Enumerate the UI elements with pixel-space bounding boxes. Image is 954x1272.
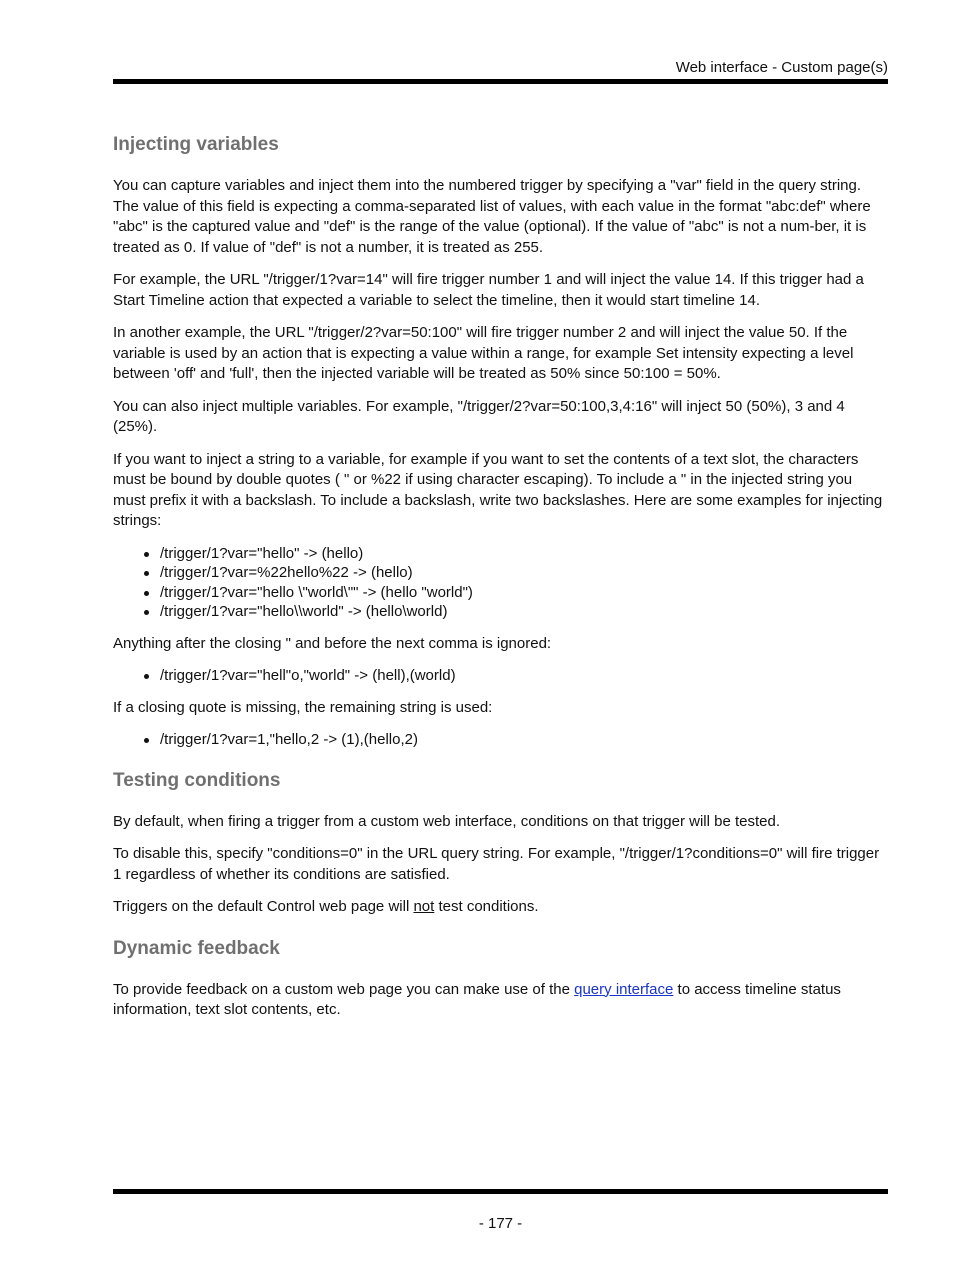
- text-run: to access timeline status information, text slot contents, etc.: [113, 980, 841, 1018]
- paragraph: [113, 980, 888, 1021]
- missing-quote-examples-list: [113, 730, 888, 750]
- paragraph: If a closing quote is missing, the remaining string is used:: [113, 698, 493, 716]
- paragraph: If you want to inject a string to a variable, for example if you want to set the contents of a text slot, the characters must be bound by double quotes ( " or %22 if using character escaping). To include a " in the injected string you must prefix it with a backslash. To include a backslash, write two backslashes. Here are some examples for injecting strings:: [113, 450, 883, 529]
- list-item: /trigger/1?var="hell"o,"world" -> (hell),(world): [160, 666, 888, 686]
- text-run: test conditions.: [434, 898, 539, 915]
- section-heading-injecting-variables: Injecting variables: [113, 134, 279, 155]
- ignored-examples-list: [113, 666, 888, 686]
- header-rule: [113, 79, 888, 84]
- list-item: /trigger/1?var="hello \"world\"" -> (hello "world"): [160, 583, 888, 603]
- list-item: /trigger/1?var="hello\\world" -> (hello\world): [160, 602, 888, 622]
- emphasis-not: not: [413, 898, 435, 915]
- paragraph: Anything after the closing " and before the next comma is ignored:: [113, 634, 552, 652]
- paragraph: In another example, the URL "/trigger/2?var=50:100" will fire trigger number 2 and will inject the value 50. If the variable is used by an action that is expecting a value within a range, for example Set intensity expecting a level between 'off' and 'full', then the injected variable will be treated as 50% since 50:100 = 50%.: [113, 324, 854, 382]
- list-item: /trigger/1?var=%22hello%22 -> (hello): [160, 563, 888, 583]
- list-item: /trigger/1?var="hello" -> (hello): [160, 544, 888, 564]
- paragraph: You can capture variables and inject them into the numbered trigger by specifying a "var" field in the query string. The value of this field is expecting a comma-separated list of values, with each value in the format "abc:def" where "abc" is the captured value and "def" is the range of the value (optional). If the value of "abc" is not a num-ber, it is treated as 0. If value of "def" is not a number, it is treated as 255.: [113, 177, 871, 256]
- paragraph: [113, 897, 888, 918]
- query-interface-link[interactable]: query interface: [574, 980, 674, 998]
- page-number: - 177 -: [478, 1215, 523, 1232]
- section-heading-dynamic-feedback: Dynamic feedback: [113, 937, 280, 959]
- running-header: Web interface - Custom page(s): [675, 59, 888, 76]
- page-content: [113, 133, 888, 1033]
- text-run: To provide feedback on a custom web page you can make use of the: [113, 980, 575, 998]
- string-examples-list: [113, 544, 888, 622]
- footer-rule: [113, 1189, 888, 1194]
- section-heading-testing-conditions: Testing conditions: [113, 769, 281, 791]
- list-item: /trigger/1?var=1,"hello,2 -> (1),(hello,2): [160, 730, 888, 750]
- text-run: Triggers on the default Control web page will: [113, 898, 414, 915]
- paragraph: You can also inject multiple variables. For example, "/trigger/2?var=50:100,3,4:16" will inject 50 (50%), 3 and 4 (25%).: [113, 397, 845, 435]
- paragraph: To disable this, specify "conditions=0" in the URL query string. For example, "/trigger/1?conditions=0" will fire trigger 1 regardless of whether its conditions are satisfied.: [113, 845, 880, 883]
- paragraph: By default, when firing a trigger from a custom web interface, conditions on that trigger will be tested.: [113, 812, 781, 830]
- paragraph: For example, the URL "/trigger/1?var=14" will fire trigger number 1 and will inject the value 14. If this trigger had a Start Timeline action that expected a variable to select the timeline, then it would start timeline 14.: [113, 271, 864, 309]
